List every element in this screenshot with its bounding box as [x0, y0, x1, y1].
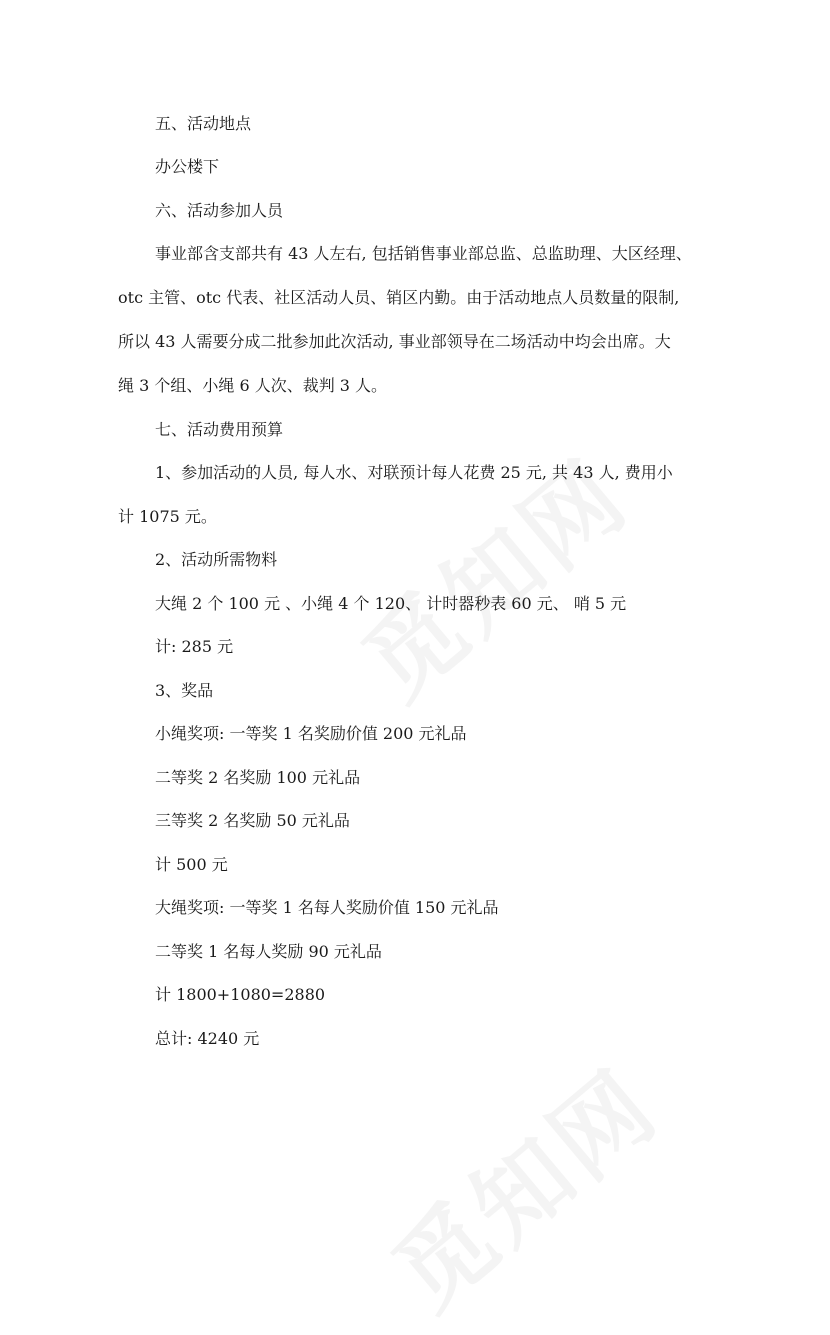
section-heading-location: 五、活动地点: [155, 114, 252, 133]
big-rope-prize-line: 大绳奖项: 一等奖 1 名每人奖励价值 150 元礼品: [155, 898, 499, 917]
small-rope-prize-line: 三等奖 2 名奖励 50 元礼品: [155, 811, 350, 830]
materials-list: 大绳 2 个 100 元 、小绳 4 个 120、 计时器秒表 60 元、 哨 5 元: [155, 594, 627, 613]
budget-subheading-prizes: 3、奖品: [155, 681, 214, 700]
location-text: 办公楼下: [155, 157, 220, 176]
budget-subheading-materials: 2、活动所需物料: [155, 550, 278, 569]
budget-item-line: 计 1075 元。: [118, 507, 217, 526]
section-heading-budget: 七、活动费用预算: [155, 420, 284, 439]
materials-total: 计: 285 元: [155, 637, 234, 656]
big-rope-prize-line: 二等奖 1 名每人奖励 90 元礼品: [155, 942, 382, 961]
participants-paragraph-line: 绳 3 个组、小绳 6 人次、裁判 3 人。: [118, 376, 388, 395]
small-rope-prize-line: 小绳奖项: 一等奖 1 名奖励价值 200 元礼品: [155, 724, 467, 743]
participants-paragraph-line: otc 主管、otc 代表、社区活动人员、销区内勤。由于活动地点人员数量的限制,: [118, 288, 680, 307]
small-rope-prize-line: 二等奖 2 名奖励 100 元礼品: [155, 768, 361, 787]
big-rope-total: 计 1800+1080=2880: [155, 985, 326, 1004]
participants-paragraph-line: 所以 43 人需要分成二批参加此次活动, 事业部领导在二场活动中均会出席。大: [118, 332, 671, 351]
participants-paragraph-line: 事业部含支部共有 43 人左右, 包括销售事业部总监、总监助理、大区经理、: [155, 244, 692, 263]
grand-total: 总计: 4240 元: [155, 1029, 260, 1048]
small-rope-total: 计 500 元: [155, 855, 228, 874]
budget-item-line: 1、参加活动的人员, 每人水、对联预计每人花费 25 元, 共 43 人, 费用小: [155, 463, 673, 482]
section-heading-participants: 六、活动参加人员: [155, 201, 284, 220]
watermark: [360, 1033, 682, 1335]
